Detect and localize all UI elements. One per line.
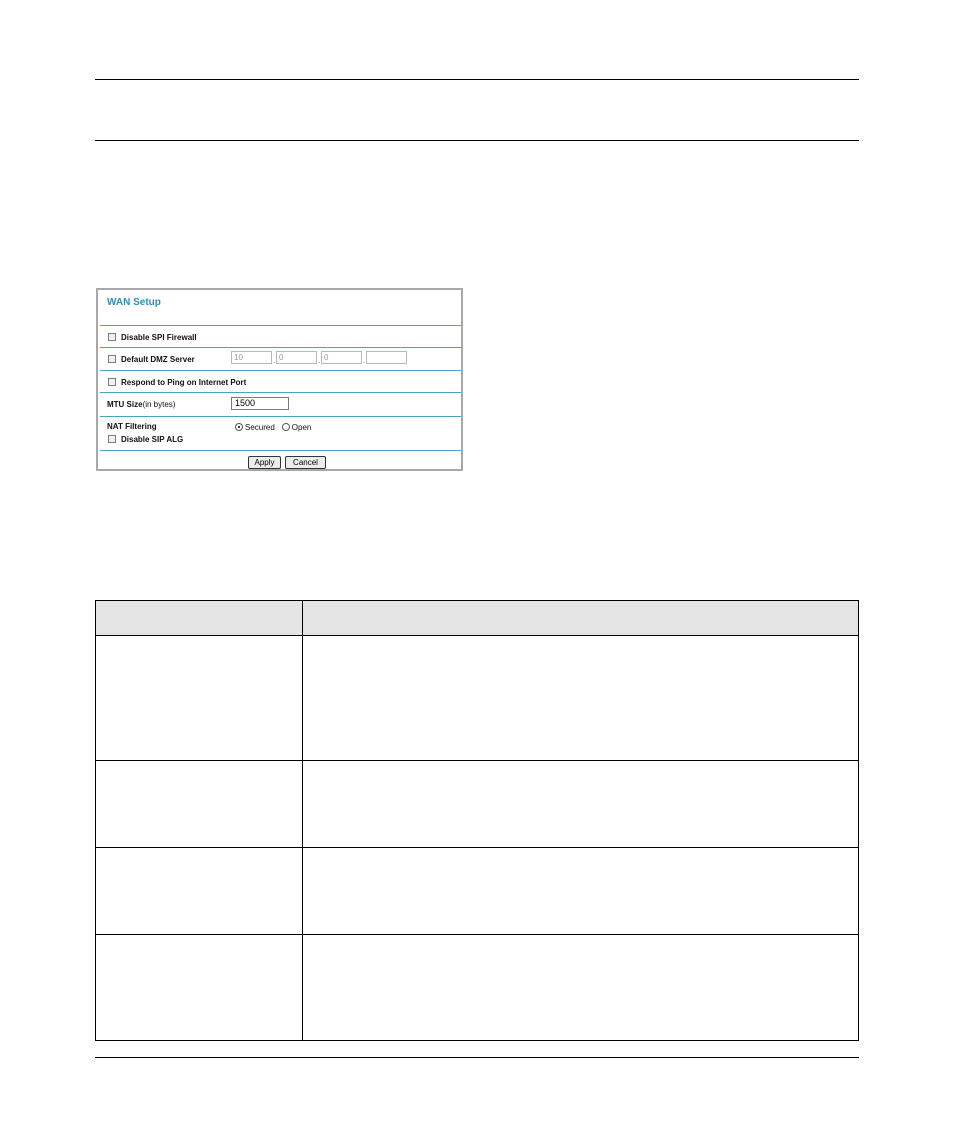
separator <box>100 450 461 451</box>
separator <box>100 392 461 393</box>
dmz-ip-octet-3[interactable]: 0 <box>321 351 362 364</box>
table-header-row <box>96 601 859 636</box>
disable-sip-alg-label: Disable SIP ALG <box>121 434 184 444</box>
default-dmz-label: Default DMZ Server <box>121 354 195 364</box>
mtu-input[interactable]: 1500 <box>231 397 289 410</box>
table-cell <box>96 848 303 935</box>
disable-spi-firewall-row <box>108 331 197 343</box>
dmz-ip-octet-4[interactable] <box>366 351 407 364</box>
separator <box>100 416 461 417</box>
respond-to-ping-row <box>108 376 246 388</box>
wan-setup-panel <box>96 288 463 471</box>
separator <box>100 347 461 348</box>
mtu-unit: (in bytes) <box>142 399 176 409</box>
nat-open-radio[interactable] <box>282 423 290 431</box>
table-cell <box>303 636 859 761</box>
table-header-cell <box>303 601 859 636</box>
description-table <box>95 600 859 1041</box>
header-top-rule <box>95 79 859 80</box>
table-row <box>96 761 859 848</box>
nat-secured-radio[interactable] <box>235 423 243 431</box>
table-cell <box>96 935 303 1041</box>
separator <box>100 370 461 371</box>
apply-button[interactable]: Apply <box>248 456 281 469</box>
disable-spi-firewall-label: Disable SPI Firewall <box>121 332 197 342</box>
table-row <box>96 935 859 1041</box>
table-row <box>96 636 859 761</box>
separator <box>100 325 461 326</box>
default-dmz-row <box>108 353 195 365</box>
nat-open-label: Open <box>291 422 312 432</box>
footer-rule <box>95 1057 859 1058</box>
table-cell <box>303 935 859 1041</box>
table-cell <box>303 848 859 935</box>
ip-dot: . <box>363 356 366 365</box>
table-cell <box>96 761 303 848</box>
respond-to-ping-checkbox[interactable] <box>108 378 116 386</box>
table-row <box>96 848 859 935</box>
respond-to-ping-label: Respond to Ping on Internet Port <box>121 377 247 387</box>
table-cell <box>96 636 303 761</box>
nat-secured-label: Secured <box>245 422 275 432</box>
dmz-ip-octet-1[interactable]: 10 <box>231 351 272 364</box>
ip-dot: . <box>273 356 276 365</box>
header-bottom-rule <box>95 140 859 141</box>
mtu-label: MTU Size <box>107 399 143 409</box>
table-cell <box>303 761 859 848</box>
table-header-cell <box>96 601 303 636</box>
disable-sip-alg-checkbox[interactable] <box>108 435 116 443</box>
ip-dot: . <box>318 356 321 365</box>
cancel-button[interactable]: Cancel <box>285 456 326 469</box>
nat-options <box>235 421 311 433</box>
panel-title: WAN Setup <box>107 297 161 308</box>
dmz-ip-octet-2[interactable]: 0 <box>276 351 317 364</box>
disable-sip-alg-row <box>108 433 183 445</box>
disable-spi-firewall-checkbox[interactable] <box>108 333 116 341</box>
nat-filtering-label: NAT Filtering <box>107 421 157 431</box>
nat-filtering-row <box>107 420 157 432</box>
mtu-row <box>107 398 175 410</box>
default-dmz-checkbox[interactable] <box>108 355 116 363</box>
